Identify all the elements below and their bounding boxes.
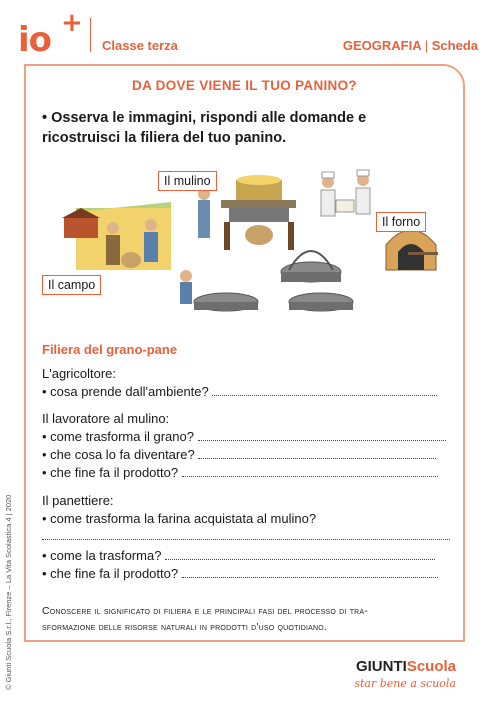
baker-question-1: • come trasforma la farina acquistata al mulino? — [42, 511, 317, 526]
answer-line[interactable] — [182, 467, 438, 477]
question-text: • che cosa lo fa diventare? — [42, 447, 195, 462]
objective-line-1: Conoscere il significato di filiera e le principali fasi del processo di tra- — [42, 605, 368, 617]
field-scene — [62, 202, 171, 270]
farmer-heading: L'agricoltore: — [42, 366, 117, 381]
subject-label — [343, 38, 478, 53]
brand-giunti: GIUNTI — [355, 658, 407, 675]
question-text: • che fine fa il prodotto? — [42, 566, 179, 581]
answer-line[interactable] — [198, 431, 446, 441]
brand-tagline: star bene a scuola — [354, 677, 456, 690]
instruction-line-1: • Osserva le immagini, rispondi alle domande e — [42, 110, 367, 126]
supply-chain-illustration — [36, 160, 456, 335]
io-plus-logo — [18, 8, 82, 60]
label-forno: Il forno — [376, 212, 426, 232]
answer-line-full[interactable] — [42, 538, 450, 540]
answer-line[interactable] — [212, 386, 437, 396]
oven-scene — [386, 230, 438, 270]
learning-objective — [42, 603, 456, 635]
bakery-scene — [321, 170, 370, 216]
instruction — [42, 108, 462, 148]
giunti-scuola-logo — [356, 658, 456, 675]
question-text: • cosa prende dall'ambiente? — [42, 384, 209, 399]
label-campo: Il campo — [42, 275, 101, 295]
header-divider — [90, 18, 91, 52]
question-text: • che fine fa il prodotto? — [42, 465, 179, 480]
logo-text: io — [18, 20, 52, 60]
instruction-line-2: ricostruisci la filiera del tuo panino. — [42, 130, 287, 146]
miller-question-1[interactable] — [42, 429, 446, 444]
class-label: Classe terza — [102, 38, 178, 53]
baker-question-2[interactable] — [42, 548, 435, 563]
brand-scuola: Scuola — [406, 658, 456, 675]
subject-name: GEOGRAFIA — [342, 38, 422, 53]
question-text: • come la trasforma? — [42, 548, 162, 563]
answer-line[interactable] — [165, 550, 435, 560]
miller-question-3[interactable] — [42, 465, 438, 480]
farmer-question-1[interactable] — [42, 384, 437, 399]
page-title: DA DOVE VIENE IL TUO PANINO? — [132, 78, 357, 93]
subject-separator: | — [424, 38, 429, 53]
objective-line-2: sformazione delle risorse naturali in prodotti d'uso quotidiano. — [42, 621, 327, 633]
miller-heading: Il lavoratore al mulino: — [42, 411, 170, 426]
baker-question-3[interactable] — [42, 566, 438, 581]
answer-line[interactable] — [182, 568, 438, 578]
copyright: © Giunti Scuola S.r.l., Firenze – La Vita Scolastica 4 | 2020 — [4, 494, 13, 690]
logo-plus: + — [61, 8, 82, 38]
miller-question-2[interactable] — [42, 447, 436, 462]
answer-line[interactable] — [198, 449, 436, 459]
label-mulino: Il mulino — [158, 171, 217, 191]
baker-heading: Il panettiere: — [42, 493, 114, 508]
millstones — [180, 251, 353, 311]
question-text: • come trasforma il grano? — [42, 429, 194, 444]
section-title: Filiera del grano-pane — [42, 342, 178, 357]
sheet-type: Scheda — [431, 38, 478, 53]
